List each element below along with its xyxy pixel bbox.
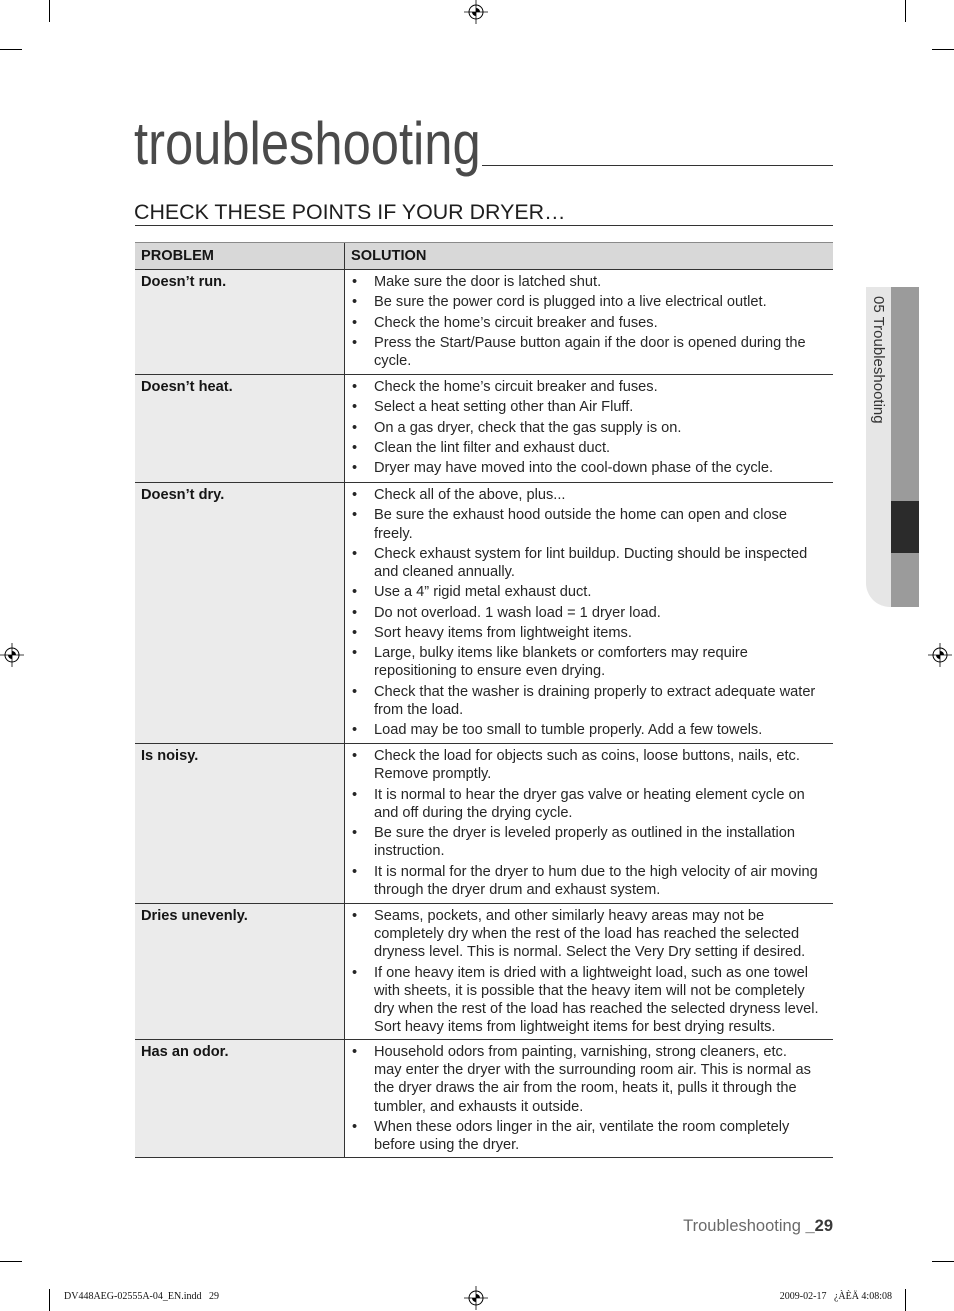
problem-cell: Doesn’t run. [135,270,345,374]
solution-item: • Clean the lint filter and exhaust duct. [345,439,833,457]
table-row [135,744,833,904]
solution-item: • On a gas dryer, check that the gas supply is on. [345,419,833,437]
registration-mark-left-icon [0,643,24,667]
solution-cell [345,1040,833,1157]
problem-cell: Is noisy. [135,744,345,903]
registration-mark-bottom-icon [464,1286,488,1310]
crop-mark [0,1261,22,1262]
solution-list [345,744,833,899]
solution-list [345,904,833,1037]
solution-cell [345,375,833,482]
solution-item: • Large, bulky items like blankets or comforters may require repositioning to ensure even drying. [345,644,833,680]
solution-list [345,483,833,739]
solution-item: • Be sure the dryer is leveled properly as outlined in the installation instruction. [345,824,833,860]
crop-mark [0,49,22,50]
solution-item: • If one heavy item is dried with a lightweight load, such as one towel with sheets, it is possible that the heavy item will not be completely dry when the rest of the load has reached the selected dryness level. Sort heavy items from lightweight items for best drying results. [345,964,833,1037]
solution-cell [345,270,833,374]
solution-item: • Dryer may have moved into the cool-down phase of the cycle. [345,459,833,477]
table-row [135,1040,833,1158]
chapter-side-tab [866,287,919,607]
troubleshooting-table-body [135,270,833,1158]
solution-cell [345,483,833,743]
print-slug-file: DV448AEG-02555A-04_EN.indd 29 [64,1291,219,1302]
table-row [135,483,833,744]
solution-item: • It is normal for the dryer to hum due to the high velocity of air moving through the dryer drum and exhaust system. [345,863,833,899]
page-footer [683,1215,833,1237]
solution-cell [345,904,833,1039]
table-header [135,242,833,270]
section-heading-rule [135,225,833,226]
side-tab-label: 05 Troubleshooting [870,296,887,424]
solution-list [345,270,833,370]
solution-column-header: SOLUTION [351,248,427,264]
solution-item: • Press the Start/Pause button again if the door is opened during the cycle. [345,334,833,370]
solution-item: • Make sure the door is latched shut. [345,273,833,291]
solution-cell [345,744,833,903]
problem-cell: Doesn’t dry. [135,483,345,743]
page-title: troubleshooting [134,110,481,177]
solution-item: • Do not overload. 1 wash load = 1 dryer load. [345,604,833,622]
section-heading: CHECK THESE POINTS IF YOUR DRYER… [134,200,566,224]
table-row [135,904,833,1040]
solution-item: • It is normal to hear the dryer gas valve or heating element cycle on and off during the drying cycle. [345,786,833,822]
solution-item: • Check the load for objects such as coins, loose buttons, nails, etc. Remove promptly. [345,747,833,783]
solution-item: • Check the home’s circuit breaker and fuses. [345,314,833,332]
crop-mark [905,0,906,22]
solution-item: • Household odors from painting, varnishing, strong cleaners, etc. may enter the dryer with the surrounding room air. This is normal as the dryer draws the air from the room, heats it, pulls it through the tumbler, and exhausts it outside. [345,1043,833,1116]
crop-mark [905,1289,906,1311]
side-tab-current-marker [891,501,919,553]
solution-item: • Load may be too small to tumble properly. Add a few towels. [345,721,833,739]
troubleshooting-table [135,242,833,1158]
problem-column-header: PROBLEM [135,243,345,269]
solution-list [345,1040,833,1154]
solution-item: • Use a 4” rigid metal exhaust duct. [345,583,833,601]
solution-item: • Check exhaust system for lint buildup. Ducting should be inspected and cleaned annually. [345,545,833,581]
solution-item: • Seams, pockets, and other similarly heavy areas may not be completely dry when the rest of the load has reached the selected dryness level. This is normal. Select the Very Dry setting if desired. [345,907,833,962]
crop-mark [932,1261,954,1262]
page-number: _29 [805,1217,833,1235]
problem-cell: Doesn’t heat. [135,375,345,482]
solution-item: • Check the home’s circuit breaker and fuses. [345,378,833,396]
solution-item: • When these odors linger in the air, ventilate the room completely before using the dryer. [345,1118,833,1154]
footer-section-name: Troubleshooting [683,1217,806,1235]
registration-mark-right-icon [928,643,952,667]
solution-item: • Check all of the above, plus... [345,486,833,504]
registration-mark-top-icon [464,0,488,24]
solution-item: • Be sure the power cord is plugged into a live electrical outlet. [345,293,833,311]
crop-mark [49,1289,50,1311]
solution-item: • Select a heat setting other than Air Fluff. [345,398,833,416]
print-slug-timestamp: 2009-02-17 ¿ÀÈÄ 4:08:08 [779,1291,892,1302]
side-tab-strip [891,287,919,607]
title-rule [482,165,833,166]
crop-mark [49,0,50,22]
table-row [135,270,833,375]
solution-list [345,375,833,477]
problem-cell: Has an odor. [135,1040,345,1157]
table-row [135,375,833,483]
solution-item: • Check that the washer is draining properly to extract adequate water from the load. [345,683,833,719]
solution-item: • Sort heavy items from lightweight items. [345,624,833,642]
problem-cell: Dries unevenly. [135,904,345,1039]
solution-item: • Be sure the exhaust hood outside the home can open and close freely. [345,506,833,542]
crop-mark [932,49,954,50]
